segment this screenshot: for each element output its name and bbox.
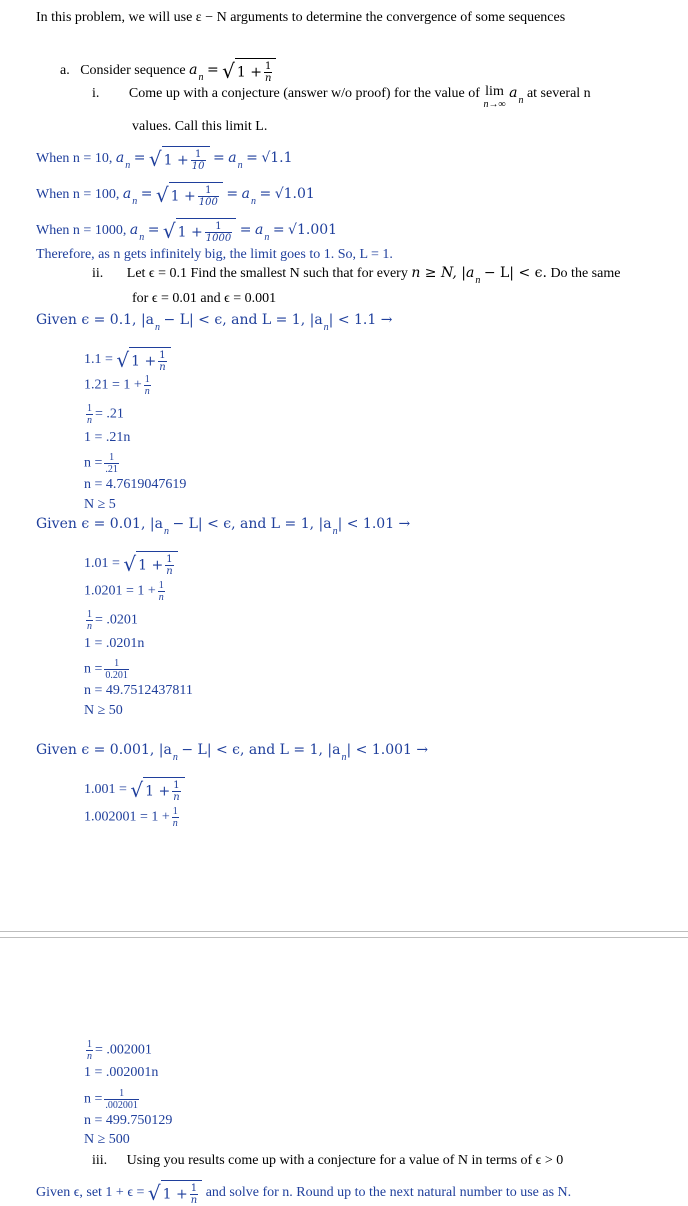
case1-given (36, 311, 392, 331)
frac-num: 1 (158, 580, 164, 591)
given-end: | < 1.1 → (328, 312, 393, 328)
case1-step7: N ≥ 5 (84, 497, 116, 512)
given-text: Given ϵ = 0.01, |a (36, 516, 163, 532)
frac-num: 1 (87, 1039, 92, 1050)
step-lhs: 1.1 = (84, 352, 113, 368)
part-ii-marker: ii. (92, 266, 104, 281)
given-end: | < 1.01 → (337, 516, 411, 532)
part-iii-text: Using you results come up with a conjecture for a value of N in terms of ϵ > 0 (126, 1153, 564, 1168)
part-ii-text: Let ϵ = 0.1 Find the smallest N such that for every (126, 266, 408, 281)
frac-num: 1 (173, 780, 180, 791)
part-ii-text-b: Do the same (550, 266, 621, 281)
frac-num: 1 (104, 452, 119, 464)
seq-symbol: a (129, 222, 139, 239)
work-line-n1000 (36, 218, 337, 244)
frac-num: 1 (87, 403, 92, 414)
sqrt-body: 1 + (138, 557, 164, 574)
frac-num: 1 (205, 221, 232, 233)
sqrt-body: 1 + (236, 64, 263, 81)
seq-symbol: a (509, 85, 518, 101)
seq-symbol: a (122, 186, 132, 203)
case3-step5 (84, 1088, 141, 1111)
case3-step3 (84, 1039, 152, 1062)
case1-step3 (84, 403, 124, 426)
sqrt-body: 1 + (177, 224, 203, 241)
frac-den: n (265, 73, 272, 84)
given-end: | < 1.001 → (346, 742, 429, 758)
equals-sign: = (239, 222, 252, 239)
lim-subscript: n→∞ (483, 99, 506, 110)
frac-den: n (144, 386, 150, 397)
part-a-text: Consider sequence (80, 63, 186, 79)
seq-subscript: n (163, 526, 169, 537)
step-lhs: 1.001 = (84, 782, 127, 798)
case2-given (36, 515, 410, 535)
seq-subscript: n (132, 196, 138, 208)
frac-den: n (158, 592, 164, 603)
part-ii-condition-tail: − L| < ϵ. (483, 265, 547, 281)
step-lhs: n = (84, 661, 103, 677)
sqrt-expression: √ 1 + $\frac{1}{n}$ (148, 1180, 202, 1206)
work-pre: When n = 100, (36, 187, 120, 203)
work-line-n10 (36, 146, 293, 172)
seq-subscript: n (475, 275, 481, 286)
sqrt-body: 1 + (145, 783, 171, 800)
case3-step7: N ≥ 500 (84, 1132, 130, 1147)
work-result: √1.001 (288, 222, 338, 239)
equals-sign: = (206, 62, 219, 79)
final-pre: Given ϵ, set 1 + ϵ = (36, 1185, 145, 1201)
seq-subscript: n (198, 72, 204, 84)
case2-step3 (84, 609, 138, 632)
part-ii (92, 264, 620, 284)
frac-den: n (159, 362, 166, 373)
step-text: = .0201 (95, 612, 138, 628)
frac-num: 1 (172, 806, 178, 817)
frac-den: 1000 (205, 233, 232, 244)
intro-text: In this problem, we will use ε − N arguments to determine the convergence of some sequences (36, 10, 566, 25)
case3-step2 (84, 806, 181, 829)
case1-step4: 1 = .21n (84, 430, 131, 445)
seq-subscript: n (237, 160, 243, 172)
sqrt-body: 1 + (162, 1186, 188, 1203)
sqrt-body: 1 + (163, 152, 189, 169)
equals-sign: = (246, 150, 258, 167)
frac-den: n (190, 1195, 198, 1206)
seq-subscript: n (264, 232, 270, 244)
case3-step4: 1 = .002001n (84, 1065, 159, 1080)
part-i-text-after: at several n (526, 86, 591, 101)
frac-num: 1 (104, 658, 129, 670)
seq-subscript: n (341, 752, 347, 763)
step-text: = .002001 (95, 1042, 152, 1058)
sqrt-expression: √ 1 + $\frac{1}{100}$ (156, 182, 223, 208)
case1-step1 (84, 347, 171, 373)
frac-den: .002001 (105, 1100, 138, 1111)
frac-num: 1 (104, 1088, 139, 1100)
case3-step1 (84, 777, 185, 803)
given-text: Given ϵ = 0.1, |a (36, 312, 155, 328)
given-tail: − L| < ϵ, and L = 1, |a (172, 516, 332, 532)
work-line-n100 (36, 182, 315, 208)
seq-subscript: n (125, 160, 131, 172)
case1-step2 (84, 374, 153, 397)
sqrt-expression: √ 1 + $\frac{1}{n}$ (116, 347, 170, 373)
seq-subscript: n (250, 196, 256, 208)
page-break-top (0, 931, 688, 932)
frac-den: n (87, 415, 92, 426)
sqrt-expression: √ 1 + $\frac{1}{1000}$ (163, 218, 236, 244)
given-tail: − L| < ϵ, and L = 1, |a (163, 312, 323, 328)
part-a (60, 58, 276, 84)
frac-num: 1 (166, 554, 173, 565)
seq-symbol: a (115, 150, 125, 167)
frac-den: 10 (191, 161, 205, 172)
part-ii-line2: for ϵ = 0.01 and ϵ = 0.001 (132, 291, 277, 306)
step-text: 1.21 = 1 + (84, 377, 142, 393)
sqrt-body: 1 + (131, 353, 157, 370)
frac-num: 1 (190, 1183, 198, 1194)
equals-sign: = (133, 150, 146, 167)
seq-symbol: a (241, 186, 250, 203)
step-text: 1.0201 = 1 + (84, 583, 156, 599)
part-i-marker: i. (92, 86, 100, 101)
seq-subscript: n (155, 322, 161, 333)
part-ii-condition: n ≥ N, |a (411, 265, 475, 281)
frac-den: n (173, 792, 180, 803)
case3-step6: n = 499.750129 (84, 1113, 173, 1128)
case1-step5 (84, 452, 121, 475)
part-a-marker: a. (60, 63, 70, 79)
page-break-bottom (0, 937, 688, 938)
frac-den: .21 (105, 464, 118, 475)
equals-sign: = (259, 186, 272, 203)
case2-step5 (84, 658, 131, 681)
work-pre: When n = 1000, (36, 223, 127, 239)
step-text: 1.002001 = 1 + (84, 809, 170, 825)
frac-den: 0.201 (105, 670, 128, 681)
equals-sign: = (213, 150, 225, 167)
sqrt-expression: √ 1 + $\frac{1}{n}$ (130, 777, 184, 803)
part-iii-marker: iii. (92, 1153, 108, 1168)
seq-subscript: n (323, 322, 329, 333)
case2-step6: n = 49.7512437811 (84, 683, 193, 698)
step-lhs: n = (84, 1091, 103, 1107)
part-i-text: Come up with a conjecture (answer w/o proof) for the value of (128, 86, 480, 101)
frac-num: 1 (144, 374, 150, 385)
equals-sign: = (272, 222, 285, 239)
final-post: and solve for n. Round up to the next natural number to use as N. (205, 1185, 572, 1201)
frac-num: 1 (87, 609, 92, 620)
sqrt-expression: √ 1 + $\frac{1}{n}$ (123, 551, 177, 577)
conclusion-i: Therefore, as n gets infinitely big, the limit goes to 1. So, L = 1. (36, 247, 393, 262)
frac-den: n (172, 818, 178, 829)
equals-sign: = (226, 186, 239, 203)
frac-den: n (87, 621, 92, 632)
part-iii (92, 1152, 563, 1170)
case2-step4: 1 = .0201n (84, 636, 145, 651)
frac-num: 1 (191, 149, 206, 161)
lim-expression (483, 84, 505, 110)
case1-step6: n = 4.7619047619 (84, 477, 187, 492)
frac-num: 1 (265, 61, 272, 72)
seq-subscript: n (332, 526, 338, 537)
given-tail: − L| < ϵ, and L = 1, |a (181, 742, 341, 758)
sqrt-expression: √ 1 + $\frac{1}{10}$ (149, 146, 210, 172)
step-lhs: n = (84, 455, 103, 471)
sqrt-expression: √ 1 + $\frac{1}{n}$ (222, 58, 276, 84)
equals-sign: = (140, 186, 153, 203)
case3-given (36, 741, 428, 761)
case2-step1 (84, 551, 178, 577)
frac-num: 1 (159, 350, 166, 361)
seq-symbol: a (189, 62, 198, 79)
sqrt-body: 1 + (170, 188, 196, 205)
seq-subscript: n (172, 752, 178, 763)
work-result: √1.1 (261, 150, 293, 167)
frac-den: n (87, 1051, 92, 1062)
lim-word: lim (485, 84, 504, 99)
seq-symbol: a (254, 222, 264, 239)
equals-sign: = (147, 222, 160, 239)
seq-subscript: n (139, 232, 145, 244)
part-i (92, 84, 591, 110)
step-text: = .21 (95, 406, 124, 422)
case2-step2 (84, 580, 167, 603)
seq-symbol: a (228, 150, 237, 167)
frac-den: n (166, 566, 173, 577)
given-text: Given ϵ = 0.001, |a (36, 742, 172, 758)
part-i-line2: values. Call this limit L. (132, 119, 268, 134)
frac-den: 100 (198, 197, 218, 208)
work-pre: When n = 10, (36, 151, 113, 167)
seq-subscript: n (518, 95, 524, 106)
final-line (36, 1180, 571, 1206)
step-lhs: 1.01 = (84, 556, 120, 572)
work-result: √1.01 (274, 186, 315, 203)
case2-step7: N ≥ 50 (84, 703, 123, 718)
frac-num: 1 (198, 185, 219, 197)
